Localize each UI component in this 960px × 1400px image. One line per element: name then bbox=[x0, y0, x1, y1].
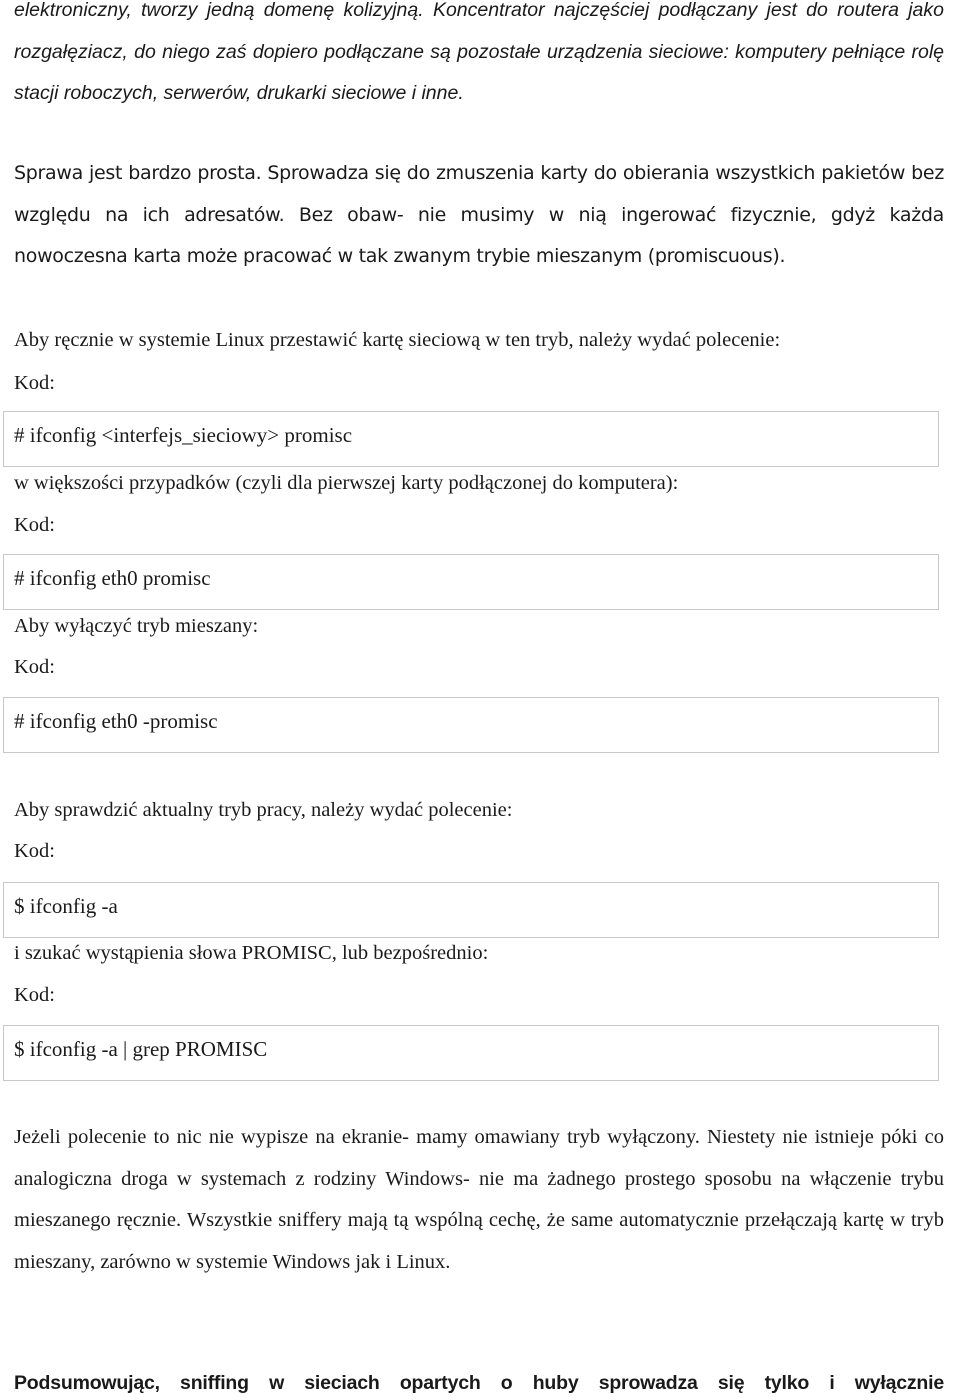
code-text: $ ifconfig -a | grep PROMISC bbox=[14, 1037, 268, 1061]
code-label: Kod: bbox=[14, 984, 55, 1006]
check-mode-text: Aby sprawdzić aktualny tryb pracy, należy wydać polecenie: bbox=[14, 799, 513, 821]
code-text: # ifconfig <interfejs_sieciowy> promisc bbox=[14, 423, 353, 447]
code-label: Kod: bbox=[14, 514, 55, 536]
most-cases-text: w większości przypadków (czyli dla pierwszej karty podłączonej do komputera): bbox=[14, 472, 679, 494]
code-block[interactable] bbox=[3, 411, 939, 467]
summary-heading-line: Podsumowując, sniffing w sieciach opartych o huby sprowadza się tylko i wyłącznie bbox=[14, 1372, 944, 1394]
code-text: # ifconfig eth0 -promisc bbox=[14, 709, 218, 733]
disable-text: Aby wyłączyć tryb mieszany: bbox=[14, 615, 259, 637]
code-label: Kod: bbox=[14, 372, 55, 394]
code-block[interactable] bbox=[3, 1025, 939, 1081]
code-block[interactable] bbox=[3, 554, 939, 610]
code-label: Kod: bbox=[14, 840, 55, 862]
code-block[interactable] bbox=[3, 882, 939, 938]
promiscuous-intro-paragraph: Sprawa jest bardzo prosta. Sprowadza się do zmuszenia karty do obierania wszystkich pakietów bez względu na ich adresatów. Bez obaw- nie musimy w nią ingerować fizycznie, gdyż każda nowoczesna karta może pracować w tak zwanym trybie mieszanym (promiscuous). bbox=[14, 162, 944, 267]
code-block[interactable] bbox=[3, 697, 939, 753]
closing-paragraph: Jeżeli polecenie to nic nie wypisze na ekranie- mamy omawiany tryb wyłączony. Niestety nie istnieje póki co analogiczna droga w systemach z rodziny Windows- nie ma żadnego prostego sposobu na włączenie trybu mieszanego ręcznie. Wszystkie sniffery mają tą wspólną cechę, że same automatycznie przełączają kartę w tryb mieszany, zarówno w systemie Windows jak i Linux. bbox=[14, 1126, 944, 1273]
intro-paragraph: elektroniczny, tworzy jedną domenę kolizyjną. Koncentrator najczęściej podłączany jest do routera jako rozgałęziacz, do niego zaś dopiero podłączane są pozostałe urządzenia sieciowe: komputery pełniące rolę stacji roboczych, serwerów, drukarki sieciowe i inne. bbox=[14, 0, 944, 104]
code-text: $ ifconfig -a bbox=[14, 894, 118, 918]
code-label: Kod: bbox=[14, 656, 55, 678]
code-text: # ifconfig eth0 promisc bbox=[14, 566, 211, 590]
search-promisc-text: i szukać wystąpienia słowa PROMISC, lub bezpośrednio: bbox=[14, 942, 489, 964]
linux-command-intro: Aby ręcznie w systemie Linux przestawić kartę sieciową w ten tryb, należy wydać polecenie: bbox=[14, 329, 781, 351]
